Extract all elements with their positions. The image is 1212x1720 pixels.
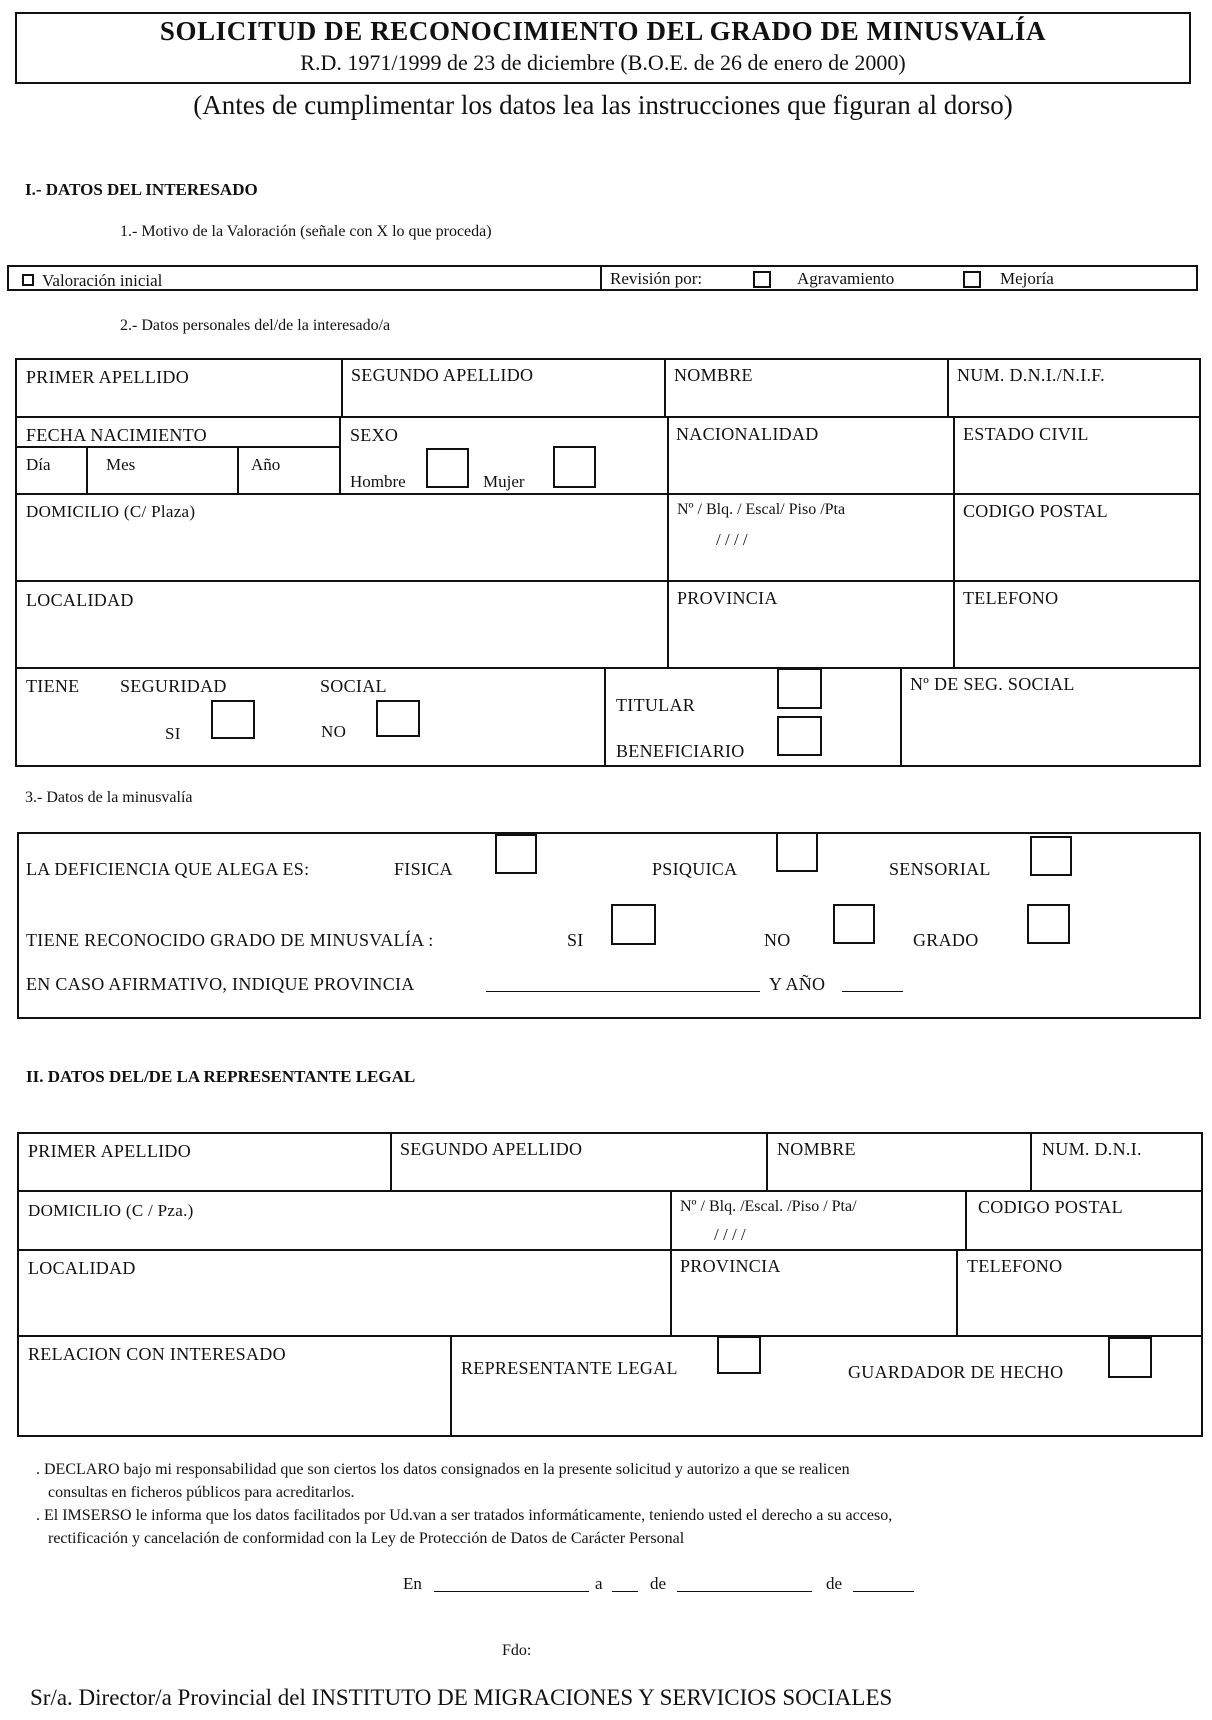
rep-telefono-label: TELEFONO xyxy=(967,1256,1063,1276)
rep-codigo-postal-label: CODIGO POSTAL xyxy=(978,1197,1123,1217)
en-label: En xyxy=(403,1574,422,1593)
psiquica-checkbox[interactable] xyxy=(776,832,818,872)
y-anio-label: Y AÑO xyxy=(769,974,826,994)
valoracion-inicial-checkbox[interactable] xyxy=(22,274,34,286)
declaration-bullet1-line2: consultas en ficheros públicos para acreditarlos. xyxy=(48,1484,355,1501)
fisica-checkbox[interactable] xyxy=(495,834,537,874)
rep-dni-label: NUM. D.N.I. xyxy=(1042,1139,1142,1159)
anio-field[interactable] xyxy=(853,1591,914,1592)
row-divider xyxy=(17,1190,1203,1192)
col-divider xyxy=(900,667,902,767)
rep-localidad-label: LOCALIDAD xyxy=(28,1258,136,1278)
rep-segundo-apellido-label: SEGUNDO APELLIDO xyxy=(400,1139,583,1159)
row-divider xyxy=(15,493,1201,495)
col-divider xyxy=(953,493,955,580)
agravamiento-checkbox[interactable] xyxy=(753,271,771,288)
ss-si-checkbox[interactable] xyxy=(211,700,255,739)
minusvalia-label: 3.- Datos de la minusvalía xyxy=(25,789,193,806)
titular-checkbox[interactable] xyxy=(777,668,822,709)
col-divider xyxy=(450,1335,452,1437)
reconocido-si-label: SI xyxy=(567,930,584,950)
representante-legal-checkbox[interactable] xyxy=(717,1336,761,1374)
sensorial-label: SENSORIAL xyxy=(889,859,991,879)
fisica-label: FISICA xyxy=(394,859,453,879)
guardador-label: GUARDADOR DE HECHO xyxy=(848,1362,1064,1382)
col-divider xyxy=(341,358,343,416)
form-title: SOLICITUD DE RECONOCIMIENTO DEL GRADO DE MINUSVALÍA xyxy=(159,16,1047,46)
col-divider xyxy=(956,1249,958,1335)
seguridad-label: SEGURIDAD xyxy=(120,676,227,696)
dia-label: Día xyxy=(26,455,51,474)
de2-label: de xyxy=(826,1574,843,1593)
reconocido-label: TIENE RECONOCIDO GRADO DE MINUSVALÍA : xyxy=(26,930,434,950)
col-divider xyxy=(1030,1132,1032,1190)
afirmativo-label: EN CASO AFIRMATIVO, INDIQUE PROVINCIA xyxy=(26,974,415,994)
fecha-underline xyxy=(15,446,339,448)
row-divider xyxy=(15,416,1201,418)
col-divider xyxy=(667,580,669,667)
ss-si-label: SI xyxy=(165,724,181,743)
row-divider xyxy=(15,580,1201,582)
col-divider xyxy=(604,667,606,767)
estado-civil-label: ESTADO CIVIL xyxy=(963,424,1089,444)
personal-data-table xyxy=(15,358,1201,767)
provincia-label: PROVINCIA xyxy=(677,588,778,608)
numero-slashes: / / / / xyxy=(716,530,748,549)
deficiencia-label: LA DEFICIENCIA QUE ALEGA ES: xyxy=(26,859,310,879)
col-divider xyxy=(766,1132,768,1190)
dni-label: NUM. D.N.I./N.I.F. xyxy=(957,365,1105,385)
domicilio-label: DOMICILIO (C/ Plaza) xyxy=(26,502,196,521)
declaration-bullet2-line1: . El IMSERSO le informa que los datos facilitados por Ud.van a ser tratados informáticamente, teniendo usted el derecho a su acceso, xyxy=(36,1507,893,1524)
mejoria-label: Mejoría xyxy=(1000,269,1054,288)
grado-label: GRADO xyxy=(913,930,979,950)
mujer-checkbox[interactable] xyxy=(553,446,596,488)
numero-label: Nº / Blq. / Escal/ Piso /Pta xyxy=(677,501,846,518)
lugar-field[interactable] xyxy=(434,1591,589,1592)
reconocido-si-checkbox[interactable] xyxy=(611,904,656,945)
de1-label: de xyxy=(650,1574,667,1593)
mes-label: Mes xyxy=(106,455,136,474)
motivo-divider xyxy=(600,265,602,291)
hombre-checkbox[interactable] xyxy=(426,448,469,488)
rep-primer-apellido-label: PRIMER APELLIDO xyxy=(28,1141,192,1161)
rep-provincia-label: PROVINCIA xyxy=(680,1256,781,1276)
representante-legal-label: REPRESENTANTE LEGAL xyxy=(461,1358,678,1378)
row-divider xyxy=(17,1249,1203,1251)
section2-heading: II. DATOS DEL/DE LA REPRESENTANTE LEGAL xyxy=(26,1067,416,1086)
col-divider xyxy=(390,1132,392,1190)
rep-numero-label: Nº / Blq. /Escal. /Piso / Pta/ xyxy=(680,1198,857,1215)
tiene-label: TIENE xyxy=(26,676,80,696)
sensorial-checkbox[interactable] xyxy=(1030,836,1072,876)
guardador-checkbox[interactable] xyxy=(1108,1337,1152,1378)
sexo-label: SEXO xyxy=(350,425,399,445)
col-divider xyxy=(670,1249,672,1335)
revision-label: Revisión por: xyxy=(610,269,703,288)
num-ss-label: Nº DE SEG. SOCIAL xyxy=(910,674,1075,694)
fecha-divider xyxy=(86,446,88,493)
row-divider xyxy=(15,667,1201,669)
col-divider xyxy=(965,1190,967,1249)
col-divider xyxy=(953,580,955,667)
fdo-label: Fdo: xyxy=(502,1642,532,1659)
psiquica-label: PSIQUICA xyxy=(652,859,738,879)
titular-label: TITULAR xyxy=(616,695,696,715)
reconocido-no-checkbox[interactable] xyxy=(833,904,875,944)
ss-no-checkbox[interactable] xyxy=(376,700,420,737)
mujer-label: Mujer xyxy=(483,472,525,491)
reconocido-no-label: NO xyxy=(764,930,791,950)
telefono-label: TELEFONO xyxy=(963,588,1059,608)
mejoria-checkbox[interactable] xyxy=(963,271,981,288)
anio-label: Año xyxy=(251,455,281,474)
personal-label: 2.- Datos personales del/de la interesado/a xyxy=(120,317,391,334)
ss-no-label: NO xyxy=(321,722,347,741)
social-label: SOCIAL xyxy=(320,676,387,696)
fecha-nacimiento-label: FECHA NACIMIENTO xyxy=(26,425,207,445)
codigo-postal-label: CODIGO POSTAL xyxy=(963,501,1108,521)
hombre-label: Hombre xyxy=(350,472,406,491)
dia-field[interactable] xyxy=(612,1591,638,1592)
section1-heading: I.- DATOS DEL INTERESADO xyxy=(25,180,258,199)
col-divider xyxy=(953,416,955,493)
col-divider xyxy=(664,358,666,416)
form-instructions: (Antes de cumplimentar los datos lea las instrucciones que figuran al dorso) xyxy=(193,90,1013,120)
col-divider xyxy=(667,493,669,580)
grado-input[interactable] xyxy=(1027,904,1070,944)
afirmativo-provincia-field[interactable] xyxy=(486,991,760,992)
rep-numero-slashes: / / / / xyxy=(714,1225,746,1244)
nacionalidad-label: NACIONALIDAD xyxy=(676,424,819,444)
a-label: a xyxy=(595,1574,603,1593)
form-subtitle: R.D. 1971/1999 de 23 de diciembre (B.O.E. de 26 de enero de 2000) xyxy=(300,50,906,75)
agravamiento-label: Agravamiento xyxy=(797,269,895,288)
valoracion-inicial-label: Valoración inicial xyxy=(42,271,163,290)
row-divider xyxy=(17,1335,1203,1337)
fecha-divider xyxy=(237,446,239,493)
afirmativo-anio-field[interactable] xyxy=(842,991,903,992)
col-divider xyxy=(670,1190,672,1249)
localidad-label: LOCALIDAD xyxy=(26,590,134,610)
primer-apellido-label: PRIMER APELLIDO xyxy=(26,367,190,387)
segundo-apellido-label: SEGUNDO APELLIDO xyxy=(351,365,534,385)
rep-nombre-label: NOMBRE xyxy=(777,1139,856,1159)
declaration-bullet1-line1: . DECLARO bajo mi responsabilidad que son ciertos los datos consignados en la presente solicitud y autorizo a que se realicen xyxy=(36,1461,850,1478)
rep-domicilio-label: DOMICILIO (C / Pza.) xyxy=(28,1201,194,1220)
beneficiario-checkbox[interactable] xyxy=(777,716,822,756)
col-divider xyxy=(667,416,669,493)
relacion-label: RELACION CON INTERESADO xyxy=(28,1344,286,1364)
nombre-label: NOMBRE xyxy=(674,365,753,385)
col-divider xyxy=(339,416,341,493)
motivo-label: 1.- Motivo de la Valoración (señale con X lo que proceda) xyxy=(120,223,492,240)
declaration-bullet2-line2: rectificación y cancelación de conformidad con la Ley de Protección de Datos de Carácter Personal xyxy=(48,1530,685,1547)
col-divider xyxy=(947,358,949,416)
beneficiario-label: BENEFICIARIO xyxy=(616,741,745,761)
representante-table xyxy=(17,1132,1203,1437)
addressee-line: Sr/a. Director/a Provincial del INSTITUTO DE MIGRACIONES Y SERVICIOS SOCIALES xyxy=(30,1685,893,1710)
mes-field[interactable] xyxy=(677,1591,812,1592)
